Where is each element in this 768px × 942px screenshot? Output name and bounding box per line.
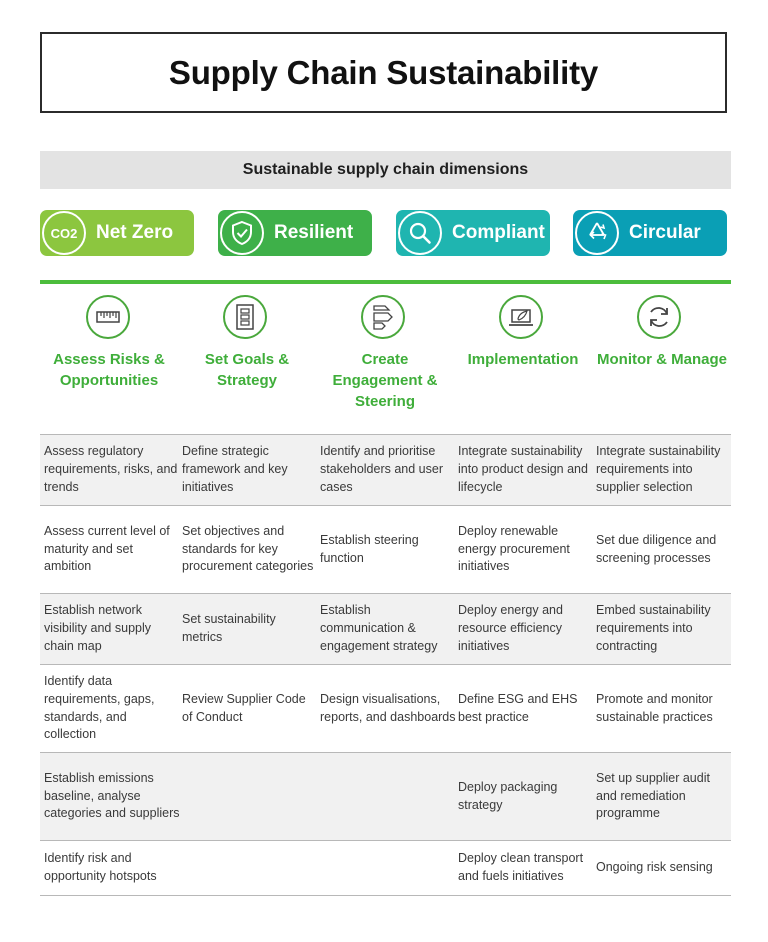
rating-scale-icon	[361, 295, 405, 339]
table-cell: Deploy renewable energy procurement initiatives	[458, 523, 570, 574]
table-cell: Set due diligence and screening processes	[596, 532, 717, 565]
page-title: Supply Chain Sustainability	[168, 53, 599, 91]
ruler-icon	[86, 295, 130, 339]
table-cell: Promote and monitor sustainable practices	[596, 691, 713, 724]
table-cell: Deploy energy and resource efficiency initiatives	[458, 603, 563, 653]
table-cell	[182, 753, 318, 840]
table-cell: Deploy clean transport and fuels initiatives	[458, 851, 584, 883]
shield-icon	[220, 211, 264, 255]
table-cell: Design visualisations, reports, and dashboards	[320, 691, 456, 724]
document-flow-icon	[223, 295, 267, 339]
dimension-label: Circular	[629, 222, 701, 243]
dimension-circular	[573, 210, 727, 256]
column-heading-implementation: Implementation	[467, 351, 579, 368]
dimension-compliant	[396, 210, 550, 256]
table-cell: Establish emissions baseline, analyse categories and suppliers	[44, 770, 180, 821]
recycle-icon	[575, 211, 619, 255]
dimension-label: Compliant	[452, 222, 545, 243]
title-box	[40, 32, 727, 113]
table-cell: Integrate sustainability requirements into supplier selection	[596, 444, 721, 494]
subtitle-bar	[40, 151, 731, 189]
table-cell: Ongoing risk sensing	[596, 860, 713, 875]
table-cell: Identify data requirements, gaps, standards, and collection	[44, 673, 155, 742]
refresh-icon	[637, 295, 681, 339]
dimension-label: Resilient	[274, 222, 354, 243]
dimension-net-zero	[40, 210, 194, 256]
magnifier-icon	[398, 211, 442, 255]
table-cell: Establish steering function	[320, 532, 419, 565]
column-heading-goals: Set Goals & Strategy	[204, 351, 290, 389]
table-cell	[320, 841, 456, 895]
laptop-rocket-icon	[499, 295, 543, 339]
table-cell: Define ESG and EHS best practice	[458, 691, 578, 724]
table-cell: Define strategic framework and key initiatives	[182, 444, 288, 494]
column-heading-engagement: Create Engagement & Steering	[332, 351, 438, 410]
dimension-resilient	[218, 210, 372, 256]
table-cell: Embed sustainability requirements into contracting	[596, 603, 711, 653]
svg-text:CO2: CO2	[50, 226, 78, 241]
column-heading-assess: Assess Risks & Opportunities	[53, 351, 165, 389]
table-cell: Identify and prioritise stakeholders and user cases	[320, 444, 443, 494]
subtitle: Sustainable supply chain dimensions	[242, 161, 529, 178]
row-divider	[40, 895, 731, 896]
table-cell: Review Supplier Code of Conduct	[182, 691, 306, 724]
table-cell	[320, 753, 456, 840]
column-heading-monitor: Monitor & Manage	[597, 351, 727, 368]
table-cell: Identify risk and opportunity hotspots	[44, 851, 157, 883]
table-cell: Assess current level of maturity and set ambition	[44, 523, 170, 574]
table-cell: Set objectives and standards for key procurement categories	[182, 523, 314, 574]
dimension-label: Net Zero	[96, 222, 174, 243]
table-cell: Establish communication & engagement strategy	[320, 603, 438, 653]
table-cell: Assess regulatory requirements, risks, and trends	[44, 444, 178, 494]
table-cell: Set up supplier audit and remediation programme	[596, 770, 710, 821]
table-cell: Deploy packaging strategy	[458, 779, 558, 812]
table-cell: Integrate sustainability into product design and lifecycle	[458, 444, 588, 494]
co2-neutral-icon	[42, 211, 86, 255]
table-cell: Establish network visibility and supply chain map	[44, 603, 151, 653]
table-cell	[182, 841, 318, 895]
table-cell: Set sustainability metrics	[182, 612, 276, 644]
divider	[40, 280, 731, 284]
